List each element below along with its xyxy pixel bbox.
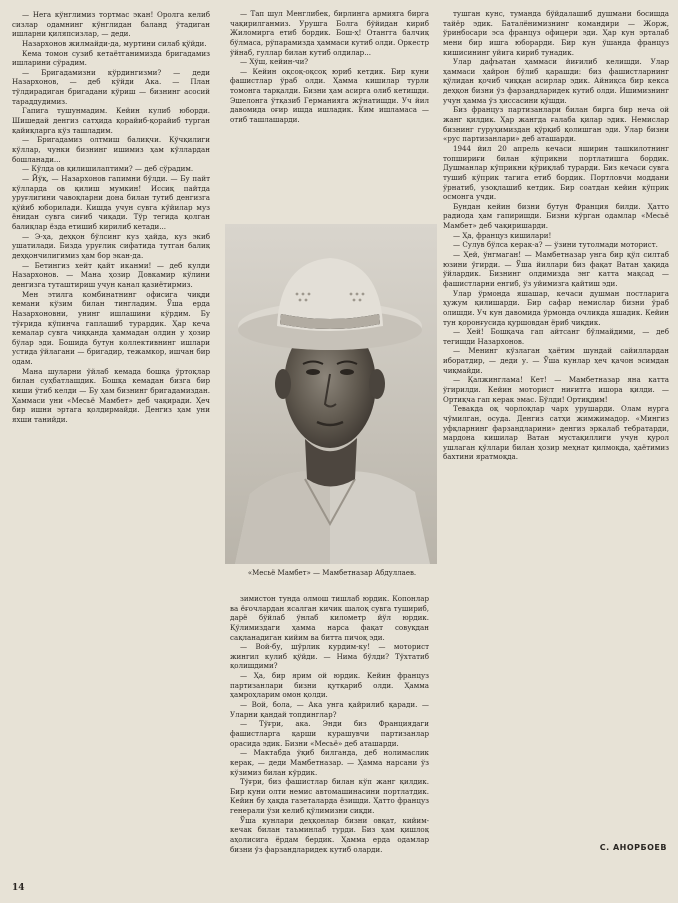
paragraph: — Нега кўнглимиз тортмас экан! Оролга келиб сизлар одамнинг кўнглидан баланд ўтадиган ишларни қиляпсизлар, — деди. bbox=[12, 10, 210, 39]
text-column-3 bbox=[443, 9, 669, 841]
paragraph: — Ҳа, бир ярим ой юрдик. Кейин француз партизанлари бизни қутқариб олди. Ҳамма ҳамроҳларим омон қолди. bbox=[230, 671, 429, 700]
author-signature: С. АНОРБОЕВ bbox=[599, 843, 667, 852]
paragraph: — Ҳей, ўнгмаган! — Мамбетназар унга бир қўл силтаб юзини ўгирди. — Ўша йиллари биз фақат Ватан ҳақида ўйлардик. Бизнинг олдимизда энг катта мақсад — фашистларни енгиб, ўз уйимизга қайтиш эди. bbox=[443, 250, 669, 288]
paragraph: — Менинг кўзлаган ҳаётим шундай сайиллардан иборатдир, — деди у. — Ўша кунлар ҳеч қачон эсимдан чиқмайди. bbox=[443, 346, 669, 375]
page-number: 14 bbox=[12, 883, 25, 893]
paragraph: — Бригадамизни кўрдингизми? — деди Назархонов, — деб кўйди Ака. — План тўлдирадиган бригадани кўриш — бизнинг асосий тараддудимиз. bbox=[12, 67, 210, 106]
text-column-2-top bbox=[230, 9, 429, 223]
photo-caption: «Месьё Мамбет» — Мамбетназар Абдуллаев. bbox=[247, 569, 417, 577]
paragraph: тушган кунс, туманда бўйдалашиб душмани босишда тайёр эдик. Баталёнимизнинг командири — Жорж, ўринбосари эса француз офицери эди. Ҳар кун эрталаб мени бир ишга юборарди. Бир кун ўшанда француз кишисининг уйига кириб тунадик. bbox=[443, 9, 669, 57]
paragraph: зимистон тунда олмош тишлаб юрдик. Копонлар ва ёғочлардан ясалган кичик шалоқ сувга тушириб, дарё бўйлаб ўнлаб километр йўл юрдик. Қўлимиздаги ҳамма нарса фақат совуқдан сақланадиган кийим ва битта пичоқ эди. bbox=[230, 594, 429, 642]
paragraph: — Кўлда ов қилишилаптими? — деб сўрадим. bbox=[22, 164, 194, 174]
paragraph: Улар дафъатан ҳаммаси йиғилиб келишди. Улар ҳаммаси ҳайрон бўлиб қарашди: биз фашистларнинг қўлидан қочиб чиққан асирлар эдик. Айниқса бир кекса деҳқон бизни ўз фарзандларидек кутиб олди. Ишимизнинг учун ҳамма ўз ҳиссасини қўшди. bbox=[443, 57, 669, 105]
paragraph: — Тап шул Менглибек, бирлинга армияга бирга чақирилганмиз. Урушга Болга бўйидан кириб Жиломирга етиб бордик. Бош-ҳ! Отангга балчиқ бўлмаса, рўпарамизда ҳаммаси кутиб олди. Оркестр ўйнаб, гуллар билан кутиб олдилар... bbox=[230, 9, 429, 57]
paragraph: 1944 йил 20 апрель кечаси яширин ташкилотнинг топшириғи билан кўприкни портлатишга бордик. Душманлар кўприкни қўриқлаб турарди. Биз кечаси сувга тушиб кўприк тагига етиб бордик. Портловчи моддани ўрнатиб, узоқлашиб кетдик. Бир соатдан кейин кўприк осмонга учди. bbox=[443, 143, 669, 202]
paragraph: — Хей! Бошқача гап айтсанг бўлмайдими, — деб тегишди Назархонов. bbox=[443, 327, 669, 346]
paragraph: — Бригадамиз олтмиш балиқчи. Кўчқилиги кўллар, чунки бизнинг ишимиз ҳам кўллардан бошланади... bbox=[12, 135, 210, 164]
paragraph: Тевакда оқ чорлоқлар чарх урушарди. Олам нурга чўмилган, осуда. Денгиз сатҳи жимжимадор. «Мингиз уфқларнинг фарзандларини» денгиз эркалаб тебратарди, мардона кишилар Ватан мустақиллиги учун қурол ушлаган қўллари билан ҳозир меҳнат қилмоқда, ҳаётимиз бахтини яратмоқда. bbox=[443, 404, 669, 462]
paragraph: — Қалжинглама! Кет! — Мамбетназар яна катта ўгирилди. Кейин моторист ниғитга ишора қилди. — Ортиқча гап керак эмас. Бўлди! Ортиқдим! bbox=[443, 375, 669, 404]
paragraph: Бундан кейин бизни бутун Франция билди. Ҳатто радиода ҳам гапиришди. Бизни кўрган одамлар «Месьё Мамбет» деб чақиришарди. bbox=[443, 201, 669, 231]
paragraph: Тўғри, биз фашистлар билан кўп жанг қилдик. Бир куни олти немис автомашинасини портлатдик. Кейин бу ҳақда газеталарда ёзишди. Ҳатто француз генерали ўзи келиб қўлимизни сиқди. bbox=[230, 777, 429, 816]
man-in-hat-photo bbox=[225, 224, 437, 564]
paragraph: — Сулув бўлса керак-а? — ўзини тутолмади моторист. bbox=[453, 240, 658, 250]
paragraph: — Ҳа, француз кишилари! bbox=[453, 230, 552, 240]
paragraph: Биз француз партизанлари билан бирга бир неча ой жанг қилдик. Ҳар жангда ғалаба қилар эдик. Немислар бизнинг гуруҳимиздан қўрқиб қолишган эди. Улар бизни «рус партизанлари» деб аташарди. bbox=[443, 105, 669, 144]
paragraph: — Хўш, кейин-чи? bbox=[240, 57, 309, 67]
paragraph: Кема томон сузиб кетаётганимизда бригадамиз ишларини сўрадим. bbox=[12, 48, 210, 68]
paragraph: — Кейин оқсоқ-оқсоқ юриб кетдик. Бир куни фашистлар ўраб олди. Ҳамма кишилар турли томонга тарқалди. Бизни ҳам асирга олиб кетишди. Эшелонга ўтқазиб Германияга жўнатишди. Уч йил давомида оғир ишда ишладик. Ким ишламаса — отиб ташлашарди. bbox=[230, 66, 429, 125]
paragraph: Мана шуларни ўйлаб кемада бошқа ўртоқлар билан суҳбатлашдик. Бошқа кемадан бизга бир киши ўтиб келди — Бу ҳам бизнинг бригадамиздан. Ҳаммаси уни «Месьё Мамбет» деб чақиради. Ҳеч бир ишни эртага қолдирмайди. Денгиз ҳам уни яхши танийди. bbox=[12, 366, 210, 424]
portrait-photo bbox=[225, 224, 437, 564]
text-column-2-bottom bbox=[230, 594, 429, 890]
paragraph: Назархонов жилмайди-да, муртини силаб қўйди. bbox=[22, 38, 207, 48]
paragraph: Мен этилга комбинатнинг офисига чиқди кемани кўзим билан тингладим. Ўша ерда Назархоновни, унинг ишлашини кўрдим. Бу тўғрида кўпинча гаплашиб турардик. Ҳар кеча кемалар сувга чиққанда ҳаммадан олдин у ҳозир бўлар эди. Бошида бутун коллективнинг ишлари устида ўйлагани — бригадир, тежамкор, ишчан бир одам. bbox=[12, 289, 210, 367]
paragraph: — Тўғри, ака. Энди биз Франциядаги фашистларга қарши курашувчи партизанлар орасида эдик. Бизни «Месьё» деб аташарди. bbox=[230, 719, 429, 748]
paragraph: Ўша кунлари деҳқонлар бизни овқат, кийим-кечак билан таъминлаб турди. Биз ҳам қишлоқ аҳолисига ёрдам бердик. Ҳамма ерда одамлар бизни ўз фарзандларидек кутиб оларди. bbox=[230, 815, 429, 854]
paragraph: — Бетингиз хейт қайт иканми! — деб кулди Назархонов. — Мана ҳозир Довкамир кўлини денгизга туташтириш учун канал қазиётирмиз. bbox=[12, 260, 210, 289]
paragraph: — Вой-бу, шўрлик курдим-ку! — моторист жингил кулиб қўйди. — Нима бўлди? Тўхтатиб қолишдими? bbox=[230, 642, 429, 671]
text-column-1 bbox=[12, 10, 210, 878]
paragraph: — Э-ҳа, деҳқон бўлсинг куз ҳайда, куз экиб ушатилади. Бизда уруғлик сифатида тутган балиқ деҳқончилигимиз ҳам бор экан-да. bbox=[12, 231, 210, 261]
paragraph: — Йўқ, — Назархонов гапимни бўлди. — Бу пайт кўлларда ов қилиш мумкин! Иссиқ пайтда уруғлигини чавоқларни дона билан тутиб денгизга қўйиб юборилади. Кишда учун сувга кўйилар муз ёнидан сувга сиғиб чиқади. Тўр тегида қолган балиқлар ёзда етишиб кирилиб кетади... bbox=[12, 173, 210, 232]
paragraph: — Вой, бола, — Ака унга қайрилиб қаради. — Уларни қандай топдинглар? bbox=[230, 700, 429, 719]
paragraph: Гапига тушунмадим. Кейин кулиб юборди. Шишедай денгиз сатҳида қорайиб-қорайиб турган қайиқларга кўз ташладим. bbox=[12, 106, 210, 135]
paragraph: — Мактабда ўқиб билганда, деб нолимаслик керак, — деди Мамбетназар. — Ҳамма нарсани ўз кўзимиз билан кўрдик. bbox=[230, 748, 429, 777]
paragraph: Улар ўрмонда яшашар, кечаси душман постларига ҳужум қилишарди. Бир сафар немислар бизни ўраб олишди. Уч кун давомида ўрмонда очликда яшадик. Кейин тун қоронғусида қуршовдан ёриб чиқдик. bbox=[443, 288, 669, 327]
